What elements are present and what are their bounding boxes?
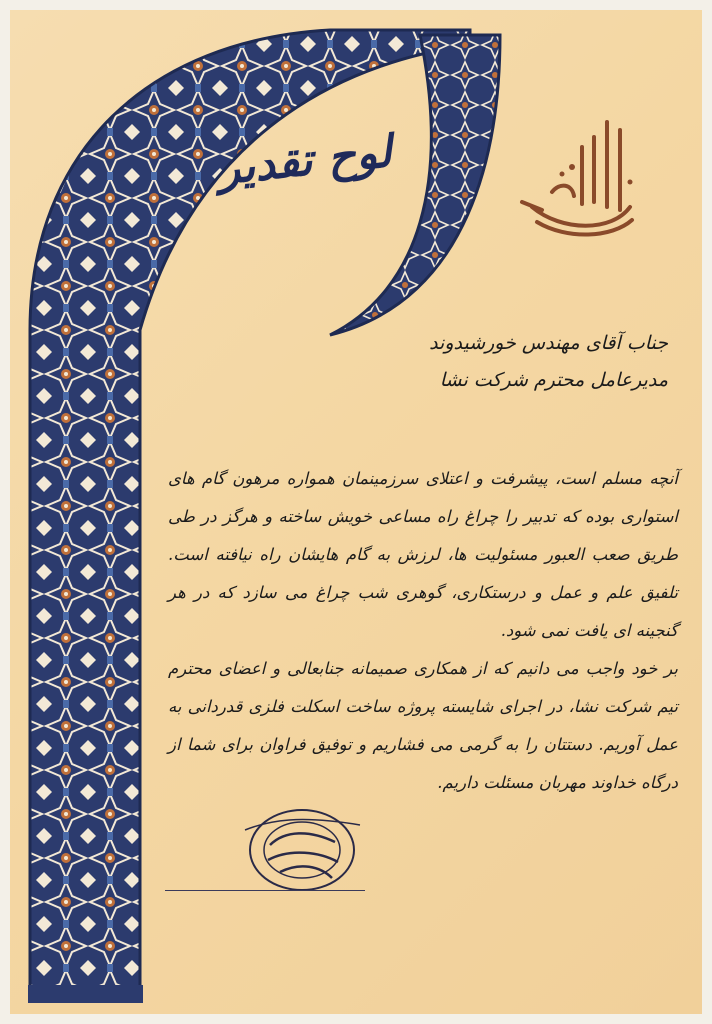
body-paragraph-2: بر خود واجب می دانیم که از همکاری صمیمانه جنابعالی و اعضای محترم تیم شرکت نشا، در اجرای شایسته پروژه ساخت اسکلت فلزی قدردانی به عمل آوریم. دستتان را به گرمی می فشاریم و توفیق فراوان برای شما از درگاه خداوند مهربان مسئلت داریم.: [168, 659, 678, 792]
certificate-body: [168, 460, 678, 802]
certificate-heading: لوح تقدیر: [215, 126, 395, 195]
bismillah-calligraphy: [512, 112, 642, 242]
seal-text: [240, 800, 241, 801]
recipient-title: مدیرعامل محترم شرکت نشا: [439, 369, 668, 391]
frame-crescent: [330, 35, 500, 335]
company-seal: [240, 800, 365, 900]
frame-base: [28, 985, 143, 1003]
body-paragraph-1: آنچه مسلم است، پیشرفت و اعتلای سرزمینمان همواره مرهون گام های استواری بوده که تدبیر را چراغ راه مساعی خویش ساخته و هرگز در طی طریق صعب العبور مسئولیت ها، لرزش به گام هایشان راه نیافته است. تلفیق علم و عمل و درستکاری، گوهری شب چراغ می سازد که در هر گنجینه ای یافت نمی شود.: [168, 469, 678, 640]
signature-line: [165, 890, 365, 891]
bismillah-text: [512, 112, 513, 113]
recipient-name: جناب آقای مهندس خورشیدوند: [429, 332, 668, 354]
